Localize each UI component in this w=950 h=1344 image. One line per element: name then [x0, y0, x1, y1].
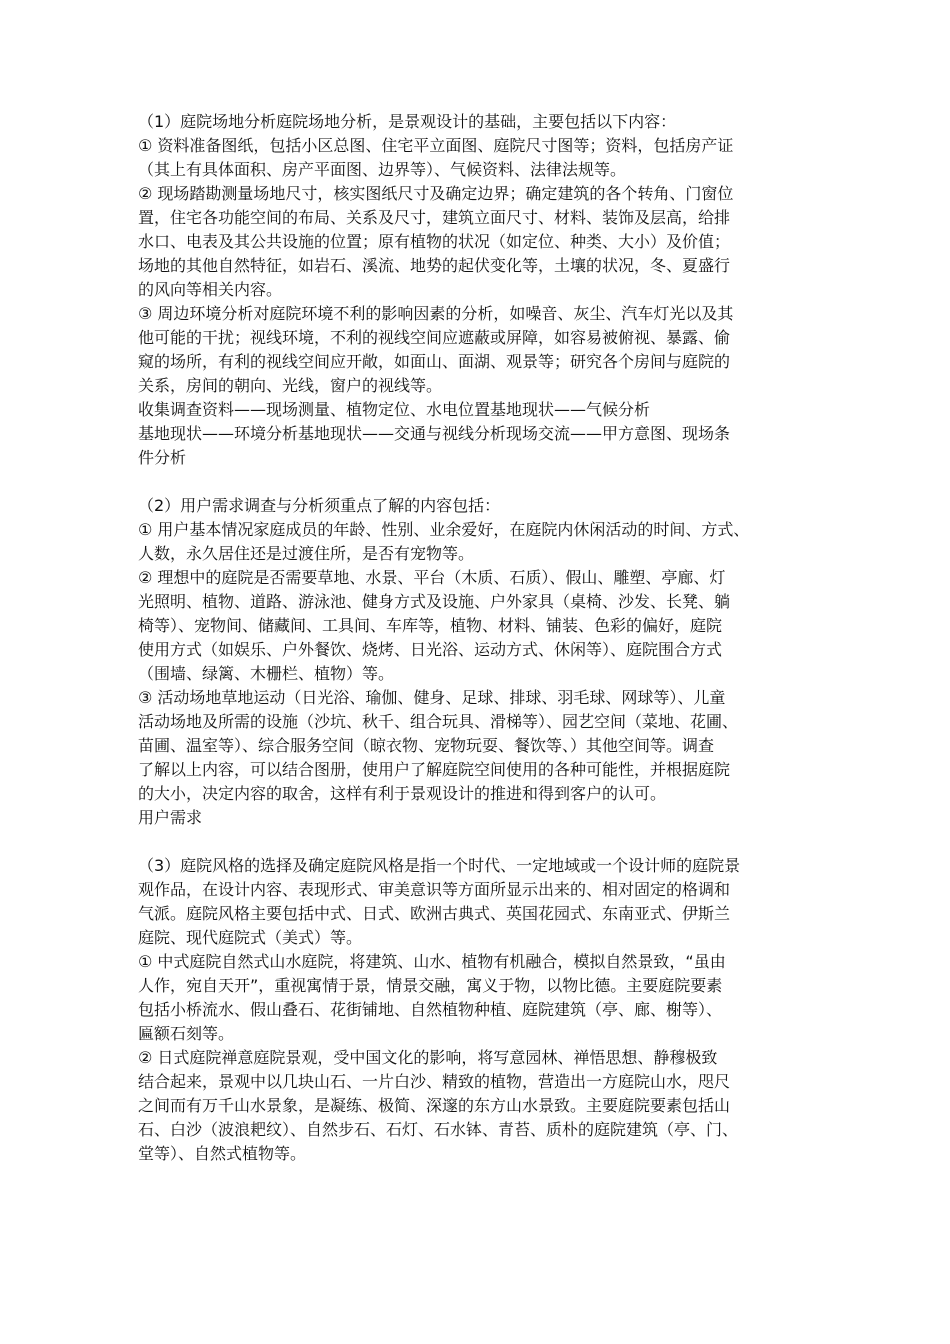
text-line: 活动场地及所需的设施（沙坑、秋千、组合玩具、滑梯等）、园艺空间（菜地、花圃、	[138, 712, 739, 731]
text-line: ① 资料准备图纸，包括小区总图、住宅平立面图、庭院尺寸图等；资料，包括房产证	[138, 136, 734, 155]
text-line: 收集调查资料——现场测量、植物定位、水电位置基地现状——气候分析	[138, 400, 651, 419]
text-line: 人作，宛自天开”，重视寓情于景，情景交融，寓义于物，以物比德。主要庭院要素	[138, 976, 723, 995]
text-line: （2）用户需求调查与分析须重点了解的内容包括：	[138, 496, 501, 515]
text-line: ② 日式庭院禅意庭院景观，受中国文化的影响，将写意园林、禅悟思想、静穆极致	[138, 1048, 718, 1067]
text-line: ③ 活动场地草地运动（日光浴、瑜伽、健身、足球、排球、羽毛球、网球等）、儿童	[138, 688, 726, 707]
text-line: 件分析	[138, 448, 187, 467]
section-2	[138, 494, 828, 830]
text-line: ① 中式庭院自然式山水庭院，将建筑、山水、植物有机融合，模拟自然景致，“虽由	[138, 952, 726, 971]
text-line: 气派。庭院风格主要包括中式、日式、欧洲古典式、英国花园式、东南亚式、伊斯兰	[138, 904, 731, 923]
text-line: ① 用户基本情况家庭成员的年龄、性别、业余爱好，在庭院内休闲活动的时间、方式、	[138, 520, 750, 539]
document-page	[138, 110, 828, 1166]
text-line: 用户需求	[138, 808, 203, 827]
text-line: 匾额石刻等。	[138, 1024, 235, 1043]
section-1	[138, 110, 828, 470]
text-line: （围墙、绿篱、木栅栏、植物）等。	[138, 664, 395, 683]
text-line: 置，住宅各功能空间的布局、关系及尺寸，建筑立面尺寸、材料、装饰及层高，给排	[138, 208, 731, 227]
text-line: 的风向等相关内容。	[138, 280, 283, 299]
text-line: （3）庭院风格的选择及确定庭院风格是指一个时代、一定地域或一个设计师的庭院景	[138, 856, 741, 875]
text-line: 人数，永久居住还是过渡住所，是否有宠物等。	[138, 544, 475, 563]
section-gap	[138, 830, 828, 854]
text-line: 窥的场所，有利的视线空间应开敞，如面山、面湖、观景等；研究各个房间与庭院的	[138, 352, 731, 371]
text-line: 水口、电表及其公共设施的位置；原有植物的状况（如定位、种类、大小）及价值；	[138, 232, 731, 251]
text-line: ③ 周边环境分析对庭院环境不利的影响因素的分析，如噪音、灰尘、汽车灯光以及其	[138, 304, 734, 323]
text-line: 之间而有万千山水景象，是凝练、极简、深邃的东方山水景致。主要庭院要素包括山	[138, 1096, 731, 1115]
text-line: 使用方式（如娱乐、户外餐饮、烧烤、日光浴、运动方式、休闲等）、庭院围合方式	[138, 640, 723, 659]
text-line: 了解以上内容，可以结合图册，使用户了解庭院空间使用的各种可能性，并根据庭院	[138, 760, 731, 779]
text-line: （其上有具体面积、房产平面图、边界等）、气候资料、法律法规等。	[138, 160, 627, 179]
text-line: 结合起来，景观中以几块山石、一片白沙、精致的植物，营造出一方庭院山水，咫尺	[138, 1072, 731, 1091]
text-line: 堂等）、自然式植物等。	[138, 1144, 307, 1163]
section-gap	[138, 470, 828, 494]
text-line: 他可能的干扰；视线环境，不利的视线空间应遮蔽或屏障，如容易被俯视、暴露、偷	[138, 328, 731, 347]
text-line: 石、白沙（波浪耙纹）、自然步石、石灯、石水钵、青苔、质朴的庭院建筑（亭、门、	[138, 1120, 739, 1139]
section-3	[138, 854, 828, 1166]
text-line: 场地的其他自然特征，如岩石、溪流、地势的起伏变化等，土壤的状况，冬、夏盛行	[138, 256, 731, 275]
text-line: 关系，房间的朝向、光线，窗户的视线等。	[138, 376, 443, 395]
text-line: 包括小桥流水、假山叠石、花街铺地、自然植物种植、庭院建筑（亭、廊、榭等）、	[138, 1000, 723, 1019]
text-line: （1）庭院场地分析庭院场地分析，是景观设计的基础，主要包括以下内容：	[138, 112, 677, 131]
text-line: ② 理想中的庭院是否需要草地、水景、平台（木质、石质）、假山、雕塑、亭廊、灯	[138, 568, 726, 587]
text-line: 的大小，决定内容的取舍，这样有利于景观设计的推进和得到客户的认可。	[138, 784, 667, 803]
text-line: 椅等）、宠物间、储藏间、工具间、车库等，植物、材料、铺装、色彩的偏好，庭院	[138, 616, 723, 635]
text-line: 观作品，在设计内容、表现形式、审美意识等方面所显示出来的、相对固定的格调和	[138, 880, 731, 899]
text-line: 光照明、植物、道路、游泳池、健身方式及设施、户外家具（桌椅、沙发、长凳、躺	[138, 592, 731, 611]
text-line: 苗圃、温室等）、综合服务空间（晾衣物、宠物玩耍、餐饮等、）其他空间等。调查	[138, 736, 715, 755]
text-line: 庭院、现代庭院式（美式）等。	[138, 928, 363, 947]
text-line: ② 现场踏勘测量场地尺寸，核实图纸尺寸及确定边界；确定建筑的各个转角、门窗位	[138, 184, 734, 203]
text-line: 基地现状——环境分析基地现状——交通与视线分析现场交流——甲方意图、现场条	[138, 424, 731, 443]
